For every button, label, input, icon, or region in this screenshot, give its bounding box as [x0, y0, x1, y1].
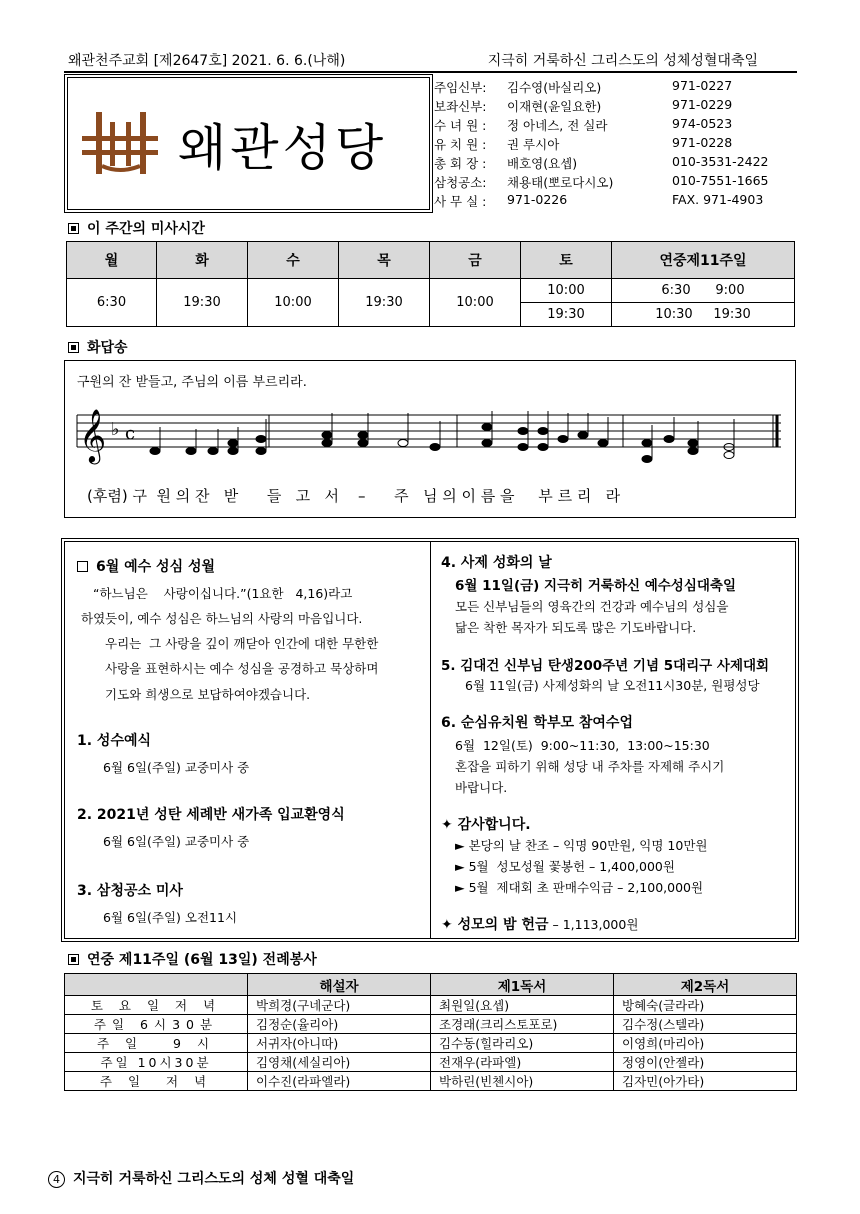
first-reader: 김수동(힐라리오): [431, 1034, 614, 1053]
mass-time: 10:30 19:30: [612, 303, 795, 327]
second-reader: 김수정(스텔라): [614, 1015, 797, 1034]
column-header: 제1독서: [431, 974, 614, 996]
square-bullet-icon: [68, 223, 79, 234]
notice-heading: 2. 2021년 성탄 세례반 새가족 입교환영식: [77, 807, 345, 823]
staff-role: 보좌신부:: [434, 99, 487, 114]
mass-time: 19:30: [157, 279, 248, 327]
column-header: 제2독서: [614, 974, 797, 996]
staff-directory: [432, 77, 796, 210]
issue-info: 왜관천주교회 [제2647호] 2021. 6. 6.(나해): [68, 53, 346, 69]
day-header: 목: [339, 242, 430, 279]
footer-text: 지극히 거룩하신 그리스도의 성체 성혈 대축일: [73, 1171, 355, 1187]
page-number: 4: [48, 1171, 65, 1188]
staff-name: 971-0226: [507, 192, 568, 207]
feast-title: 지극히 거룩하신 그리스도의 성체성혈대축일: [487, 53, 758, 69]
day-header: 화: [157, 242, 248, 279]
offering-line: [441, 914, 638, 934]
column-divider: [430, 542, 431, 938]
bulletin-header: [68, 50, 758, 70]
mass-slot: 주일 6시30분: [65, 1015, 248, 1034]
notice-text: 혼잡을 피하기 위해 성당 내 주차를 자제해 주시기: [455, 759, 725, 774]
logo-panel: [67, 77, 430, 210]
day-header: 토: [521, 242, 612, 279]
square-bullet-icon: [68, 342, 79, 353]
notice-text: 하였듯이, 예수 성심은 하느님의 사랑의 마음입니다.: [81, 611, 363, 626]
notice-text: 6월 11일(금) 사제성화의 날 오전11시30분, 원평성당: [465, 678, 760, 693]
staff-phone: 010-7551-1665: [672, 173, 769, 188]
offering-heading: ✦ 성모의 밤 헌금: [441, 917, 549, 933]
notice-heading: 6. 순심유치원 학부모 참여수업: [441, 715, 633, 731]
commentator: 김정순(율리아): [248, 1015, 431, 1034]
second-reader: 김자민(아가타): [614, 1072, 797, 1091]
mass-slot: 주 일 저 녁: [65, 1072, 248, 1091]
page-footer: [48, 1168, 354, 1188]
commentator: 이수진(라파엘라): [248, 1072, 431, 1091]
table-row: [65, 1053, 797, 1072]
staff-name: 정 아네스, 전 실라: [507, 118, 608, 133]
staff-name: 권 루시아: [507, 137, 560, 152]
staff-name: 이재현(윤일요한): [507, 99, 602, 114]
table-row: [67, 242, 795, 279]
staff-phone: 010-3531-2422: [672, 154, 769, 169]
mass-slot: 토 요 일 저 녁: [65, 996, 248, 1015]
notice-heading: 5. 김대건 신부님 탄생200주년 기념 5대리구 사제대회: [441, 658, 770, 674]
church-name: 왜관성당: [178, 119, 388, 177]
staff-name: 배호영(요셉): [507, 156, 578, 171]
mass-time: 6:30: [67, 279, 157, 327]
day-header: 월: [67, 242, 157, 279]
thanks-item: ► 본당의 날 찬조 – 익명 90만원, 익명 10만원: [455, 838, 708, 853]
mass-schedule-table: [66, 241, 795, 327]
first-reader: 최원일(요셉): [431, 996, 614, 1015]
header-rule: [64, 71, 797, 73]
church-logo-icon: [82, 112, 158, 174]
staff-row: [432, 172, 796, 191]
psalm-section-title: 화답송: [68, 337, 128, 357]
notice-text: 6월 12일(토) 9:00~11:30, 13:00~15:30: [455, 738, 710, 753]
notice-text: 6월 6일(주일) 오전11시: [103, 910, 238, 925]
notice-heading: 4. 사제 성화의 날: [441, 555, 552, 571]
mass-slot: 주일 10시30분: [65, 1053, 248, 1072]
square-bullet-icon: [77, 561, 88, 572]
thanks-item: ► 5월 성모성월 꽃봉헌 – 1,400,000원: [455, 859, 675, 874]
mass-time: 10:00: [248, 279, 339, 327]
mass-time: 6:30 9:00: [612, 279, 795, 303]
day-header: 금: [430, 242, 521, 279]
notice-text: 6월 6일(주일) 교중미사 중: [103, 760, 250, 775]
second-reader: 방혜숙(글라라): [614, 996, 797, 1015]
table-row: [67, 279, 795, 303]
first-reader: 박하린(빈첸시아): [431, 1072, 614, 1091]
staff-row: [432, 191, 796, 210]
staff-role: 총 회 장 :: [434, 156, 487, 171]
day-header: 수: [248, 242, 339, 279]
notices-panel: [64, 541, 796, 939]
staff-name: 김수영(바실리오): [507, 80, 602, 95]
column-header: [65, 974, 248, 996]
table-row: [65, 974, 797, 996]
square-bullet-icon: [68, 954, 79, 965]
notice-text: 모든 신부님들의 영육간의 건강과 예수님의 성심을: [455, 599, 729, 614]
notice-text: 6월 6일(주일) 교중미사 중: [103, 834, 250, 849]
mass-time: 10:00: [430, 279, 521, 327]
psalm-panel: [64, 360, 796, 518]
staff-row: [432, 153, 796, 172]
svg-text:𝄞: 𝄞: [79, 408, 107, 462]
staff-role: 유 치 원 :: [434, 137, 487, 152]
table-row: [65, 1072, 797, 1091]
staff-role: 삼청공소:: [434, 175, 487, 190]
notice-heading: 6월 예수 성심 성월: [77, 556, 215, 576]
staff-row: [432, 96, 796, 115]
second-reader: 정영이(안젤라): [614, 1053, 797, 1072]
notice-text: 바랍니다.: [455, 780, 508, 795]
staff-role: 사 무 실 :: [434, 194, 487, 209]
psalm-lyrics: (후렴) 구 원 의 잔 받 들 고 서 – 주 님 의 이 름 을 부 르 리 라: [87, 487, 621, 505]
psalm-refrain-text: 구원의 잔 받들고, 주님의 이름 부르리라.: [77, 375, 307, 390]
commentator: 서귀자(아니따): [248, 1034, 431, 1053]
mass-section-title: 이 주간의 미사시간: [68, 218, 205, 238]
commentator: 김영채(세실리아): [248, 1053, 431, 1072]
svg-text:♭: ♭: [111, 419, 120, 440]
second-reader: 이영희(마리아): [614, 1034, 797, 1053]
table-row: [65, 996, 797, 1015]
notice-text: 기도와 희생으로 보답하여야겠습니다.: [105, 687, 311, 702]
mass-time: 19:30: [339, 279, 430, 327]
staff-role: 수 녀 원 :: [434, 118, 487, 133]
thanks-item: ► 5월 제대회 초 판매수익금 – 2,100,000원: [455, 880, 704, 895]
notice-text: 사랑을 표현하시는 예수 성심을 공경하고 묵상하며: [105, 661, 379, 676]
first-reader: 전재우(라파엘): [431, 1053, 614, 1072]
notice-text: “하느님은 사랑이십니다.”(1요한 4,16)라고: [93, 586, 353, 601]
notice-text: 우리는 그 사랑을 깊이 깨닫아 인간에 대한 무한한: [105, 636, 379, 651]
notice-subheading: 6월 11일(금) 지극히 거룩하신 예수성심대축일: [455, 578, 737, 594]
table-row: [65, 1034, 797, 1053]
first-reader: 조경래(크리스토포로): [431, 1015, 614, 1034]
staff-phone: 971-0228: [672, 135, 733, 150]
column-header: 해설자: [248, 974, 431, 996]
mass-time: 19:30: [521, 303, 612, 327]
staff-name: 채용태(뽀로다시오): [507, 175, 614, 190]
music-staff-icon: [73, 399, 789, 479]
staff-phone: 971-0229: [672, 97, 733, 112]
notice-text: 닮은 착한 목자가 되도록 많은 기도바랍니다.: [455, 620, 697, 635]
staff-phone: 974-0523: [672, 116, 733, 131]
thanks-heading: ✦ 감사합니다.: [441, 817, 531, 833]
service-section-title: 연중 제11주일 (6월 13일) 전례봉사: [68, 949, 317, 969]
notice-heading: 3. 삼청공소 미사: [77, 883, 183, 899]
offering-amount: – 1,113,000원: [548, 917, 639, 932]
table-row: [65, 1015, 797, 1034]
day-header: 연중제11주일: [612, 242, 795, 279]
commentator: 박희경(구네군다): [248, 996, 431, 1015]
staff-row: [432, 115, 796, 134]
notice-heading: 1. 성수예식: [77, 733, 152, 749]
svg-text:c: c: [125, 423, 136, 444]
liturgy-service-table: [64, 973, 797, 1091]
mass-slot: 주 일 9 시: [65, 1034, 248, 1053]
mass-time: 10:00: [521, 279, 612, 303]
staff-row: [432, 134, 796, 153]
staff-row: [432, 77, 796, 96]
staff-phone: FAX. 971-4903: [672, 192, 764, 207]
staff-phone: 971-0227: [672, 78, 733, 93]
staff-role: 주임신부:: [434, 80, 487, 95]
